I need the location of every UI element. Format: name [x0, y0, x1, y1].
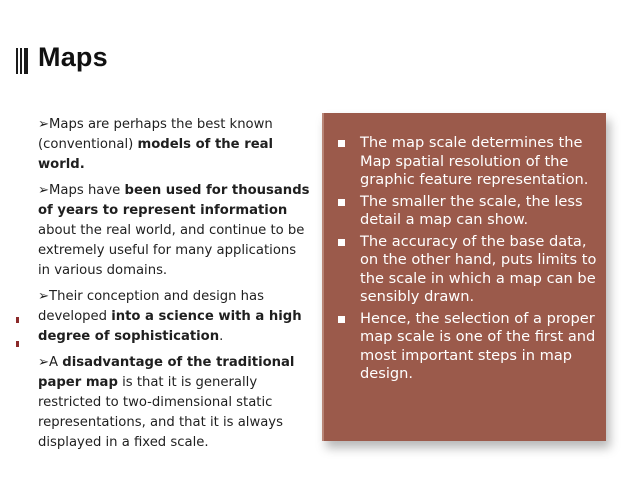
right-list-item: [360, 134, 598, 190]
paragraph-emphasis: into a science with a high degree of sophistication: [38, 309, 302, 344]
left-paragraph: [38, 115, 310, 175]
paragraph-text: ➢Maps are perhaps the best known (conventional): [38, 117, 273, 152]
square-bullet-icon: [338, 199, 345, 206]
slide-title: Maps: [38, 42, 108, 72]
paragraph-text: about the real world, and continue to be extremely useful for many applications in various domains.: [38, 223, 305, 278]
left-paragraph: [38, 287, 310, 347]
left-accent-mark: [16, 317, 19, 323]
paragraph-text: ➢Their conception and design has developed: [38, 289, 264, 324]
right-bullet-list: [324, 113, 606, 384]
left-accent-mark: [16, 341, 19, 347]
paragraph-emphasis: disadvantage of the traditional paper map: [38, 355, 295, 390]
left-paragraph: [38, 181, 310, 281]
right-list-item: [360, 310, 598, 384]
square-bullet-icon: [338, 316, 345, 323]
paragraph-emphasis: models of the real world.: [38, 137, 274, 172]
right-text-box: [322, 113, 606, 441]
left-paragraph: [38, 353, 310, 453]
paragraph-text: ➢A: [38, 355, 63, 370]
right-list-item: [360, 193, 598, 230]
paragraph-text: .: [219, 329, 224, 344]
right-list-item: [360, 233, 598, 307]
paragraph-text: ➢Maps have: [38, 183, 125, 198]
right-item-text: The map scale determines the Map spatial resolution of the graphic feature representation.: [360, 134, 589, 188]
square-bullet-icon: [338, 140, 345, 147]
paragraph-text: is that it is generally restricted to two-dimensional static representations, and that it is always displayed in a fixed scale.: [38, 375, 283, 450]
square-bullet-icon: [338, 239, 345, 246]
right-item-text: The smaller the scale, the less detail a map can show.: [360, 192, 583, 228]
right-item-text: The accuracy of the base data, on the other hand, puts limits to the scale in which a map can be sensibly drawn.: [360, 232, 597, 305]
paragraph-emphasis: been used for thousands of years to represent information: [38, 183, 310, 218]
right-item-text: Hence, the selection of a proper map scale is one of the first and most important steps in map design.: [360, 309, 596, 382]
left-text-column: [38, 115, 310, 459]
title-bar-icon: [16, 48, 28, 74]
